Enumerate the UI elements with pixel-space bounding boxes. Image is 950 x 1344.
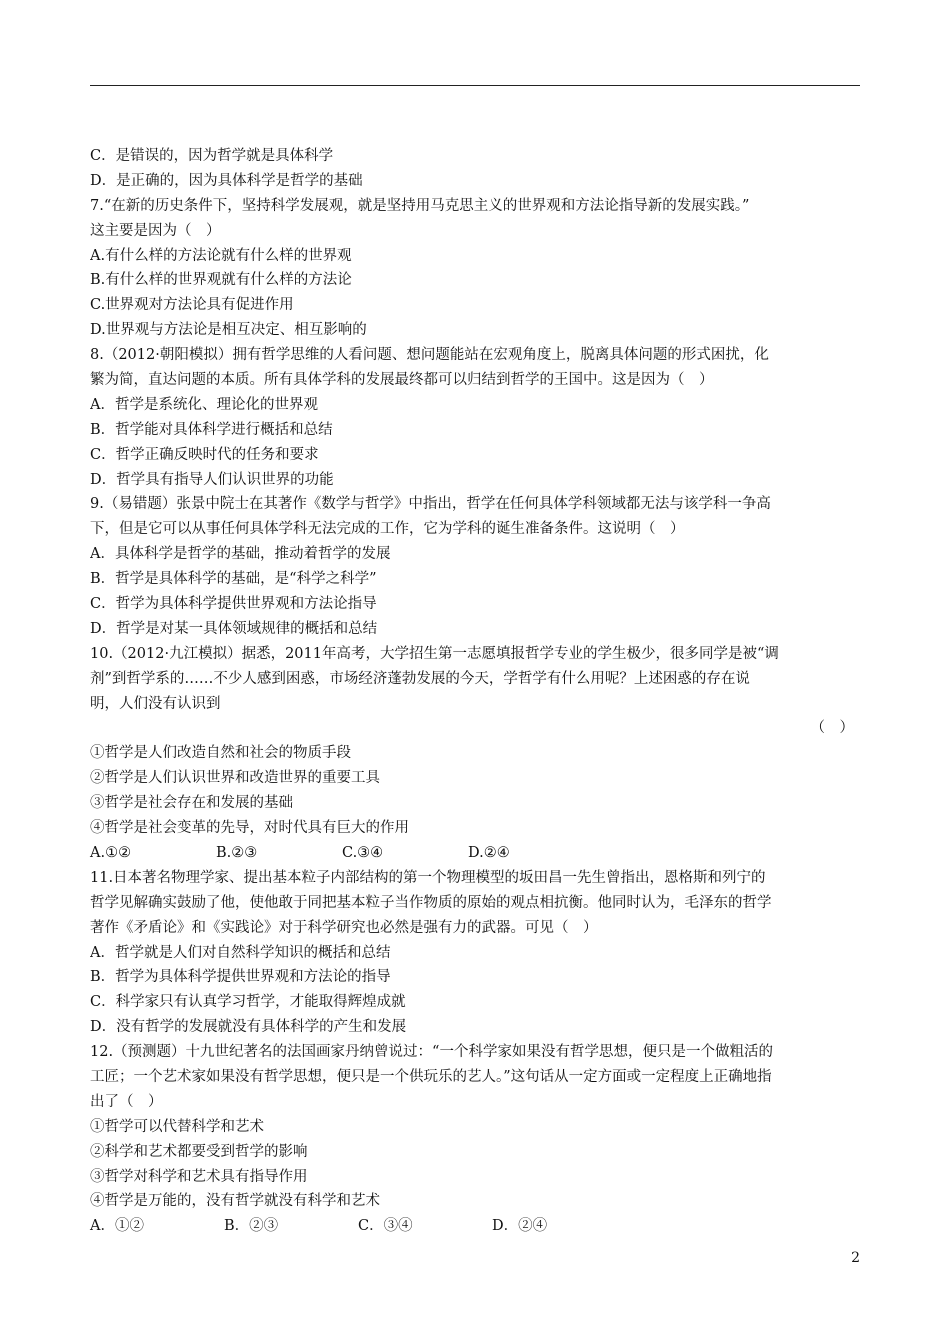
question-stem: 这主要是因为（ ）: [90, 222, 221, 239]
question-stem: 10.（2012·九江模拟）据悉，2011年高考，大学招生第一志愿填报哲学专业的学生极少，很多同学是被“调: [90, 645, 779, 662]
choice-b: B.②③: [216, 844, 258, 861]
question-stem: 12.（预测题）十九世纪著名的法国画家丹纳曾说过：“一个科学家如果没有哲学思想，便只是一个做粗活的: [90, 1044, 773, 1061]
statement-2: ②哲学是人们认识世界和改造世界的重要工具: [90, 770, 380, 787]
header-rule: [90, 85, 860, 86]
choice-a: A.①②: [90, 844, 132, 861]
question-stem: 7.“在新的历史条件下，坚持科学发展观，就是坚持用马克思主义的世界观和方法论指导新的发展实践。”: [90, 197, 750, 214]
question-stem: 工匠；一个艺术家如果没有哲学思想，便只是一个供玩乐的艺人。”这句话从一定方面或一定程度上正确地指: [90, 1068, 772, 1085]
question-stem: 11.日本著名物理学家、提出基本粒子内部结构的第一个物理模型的坂田昌一先生曾指出，恩格斯和列宁的: [90, 869, 766, 886]
statement-4: ④哲学是社会变革的先导，对时代具有巨大的作用: [90, 820, 409, 837]
option-b: B．哲学为具体科学提供世界观和方法论的指导: [90, 969, 391, 986]
choice-c: C．③④: [358, 1218, 413, 1235]
choice-d: D．②④: [492, 1218, 548, 1235]
question-stem: 明，人们没有认识到: [90, 695, 221, 712]
option-d: D.世界观与方法论是相互决定、相互影响的: [90, 322, 367, 339]
question-12: [90, 1040, 862, 1239]
statement-1: ①哲学是人们改造自然和社会的物质手段: [90, 745, 351, 762]
question-stem: 9.（易错题）张景中院士在其著作《数学与哲学》中指出，哲学在任何具体学科领域都无法与该学科一争高: [90, 496, 771, 513]
choice-c: C.③④: [342, 844, 384, 861]
option-b: B.有什么样的世界观就有什么样的方法论: [90, 272, 352, 289]
option-d: D．哲学具有指导人们认识世界的功能: [90, 471, 334, 488]
question-11: [90, 866, 862, 1040]
option-c: C．哲学正确反映时代的任务和要求: [90, 446, 319, 463]
option-a: A．哲学是系统化、理论化的世界观: [90, 396, 318, 413]
option-d: D．没有哲学的发展就没有具体科学的产生和发展: [90, 1019, 407, 1036]
question-7: [90, 194, 862, 343]
option-c: C．科学家只有认真学习哲学，才能取得辉煌成就: [90, 994, 406, 1011]
option-b: B．哲学是具体科学的基础，是“科学之科学”: [90, 571, 377, 588]
choice-b: B．②③: [224, 1218, 279, 1235]
question-stem: 出了（ ）: [90, 1093, 163, 1110]
option-c: C.世界观对方法论具有促进作用: [90, 297, 294, 314]
choice-a: A．①②: [90, 1218, 144, 1235]
question-stem: 著作《矛盾论》和《实践论》对于科学研究也必然是强有力的武器。可见（ ）: [90, 919, 598, 936]
option-c: C．哲学为具体科学提供世界观和方法论指导: [90, 596, 377, 613]
document-body: [90, 144, 862, 1239]
question-stem: 8.（2012·朝阳模拟）拥有哲学思维的人看问题、想问题能站在宏观角度上，脱离具体问题的形式困扰，化: [90, 347, 769, 364]
option-a: A.有什么样的方法论就有什么样的世界观: [90, 247, 352, 264]
answer-bracket: （ ）: [810, 720, 854, 737]
statement-3: ③哲学对科学和艺术具有指导作用: [90, 1168, 308, 1185]
question-stem: 下，但是它可以从事任何具体学科无法完成的工作，它为学科的诞生准备条件。这说明（ ）: [90, 521, 685, 538]
page-number: 2: [851, 1250, 860, 1266]
option-line: C．是错误的，因为哲学就是具体科学: [90, 148, 334, 164]
option-d: D．哲学是对某一具体领域规律的概括和总结: [90, 620, 378, 637]
option-line: D．是正确的，因为具体科学是哲学的基础: [90, 172, 363, 189]
statement-3: ③哲学是社会存在和发展的基础: [90, 795, 293, 812]
choice-d: D.②④: [468, 844, 510, 861]
question-10: [90, 642, 862, 866]
question-stem: 剂”到哲学系的……不少人感到困惑，市场经济蓬勃发展的今天，学哲学有什么用呢？上述困惑的存在说: [90, 670, 750, 687]
question-stem: 哲学见解确实鼓励了他，使他敢于同把基本粒子当作物质的原始的观点相抗衡。他同时认为，毛泽东的哲学: [90, 894, 772, 911]
option-b: B．哲学能对具体科学进行概括和总结: [90, 421, 333, 438]
statement-4: ④哲学是万能的，没有哲学就没有科学和艺术: [90, 1193, 380, 1210]
choice-row: [90, 1214, 862, 1239]
question-8: [90, 343, 862, 492]
choice-row: [90, 841, 862, 866]
option-a: A．具体科学是哲学的基础，推动着哲学的发展: [90, 546, 391, 563]
question-stem: 繁为简，直达问题的本质。所有具体学科的发展最终都可以归结到哲学的王国中。这是因为（ ）: [90, 372, 714, 389]
option-a: A．哲学就是人们对自然科学知识的概括和总结: [90, 944, 391, 961]
question-9: [90, 492, 862, 641]
statement-2: ②科学和艺术都要受到哲学的影响: [90, 1143, 308, 1160]
statement-1: ①哲学可以代替科学和艺术: [90, 1118, 264, 1135]
